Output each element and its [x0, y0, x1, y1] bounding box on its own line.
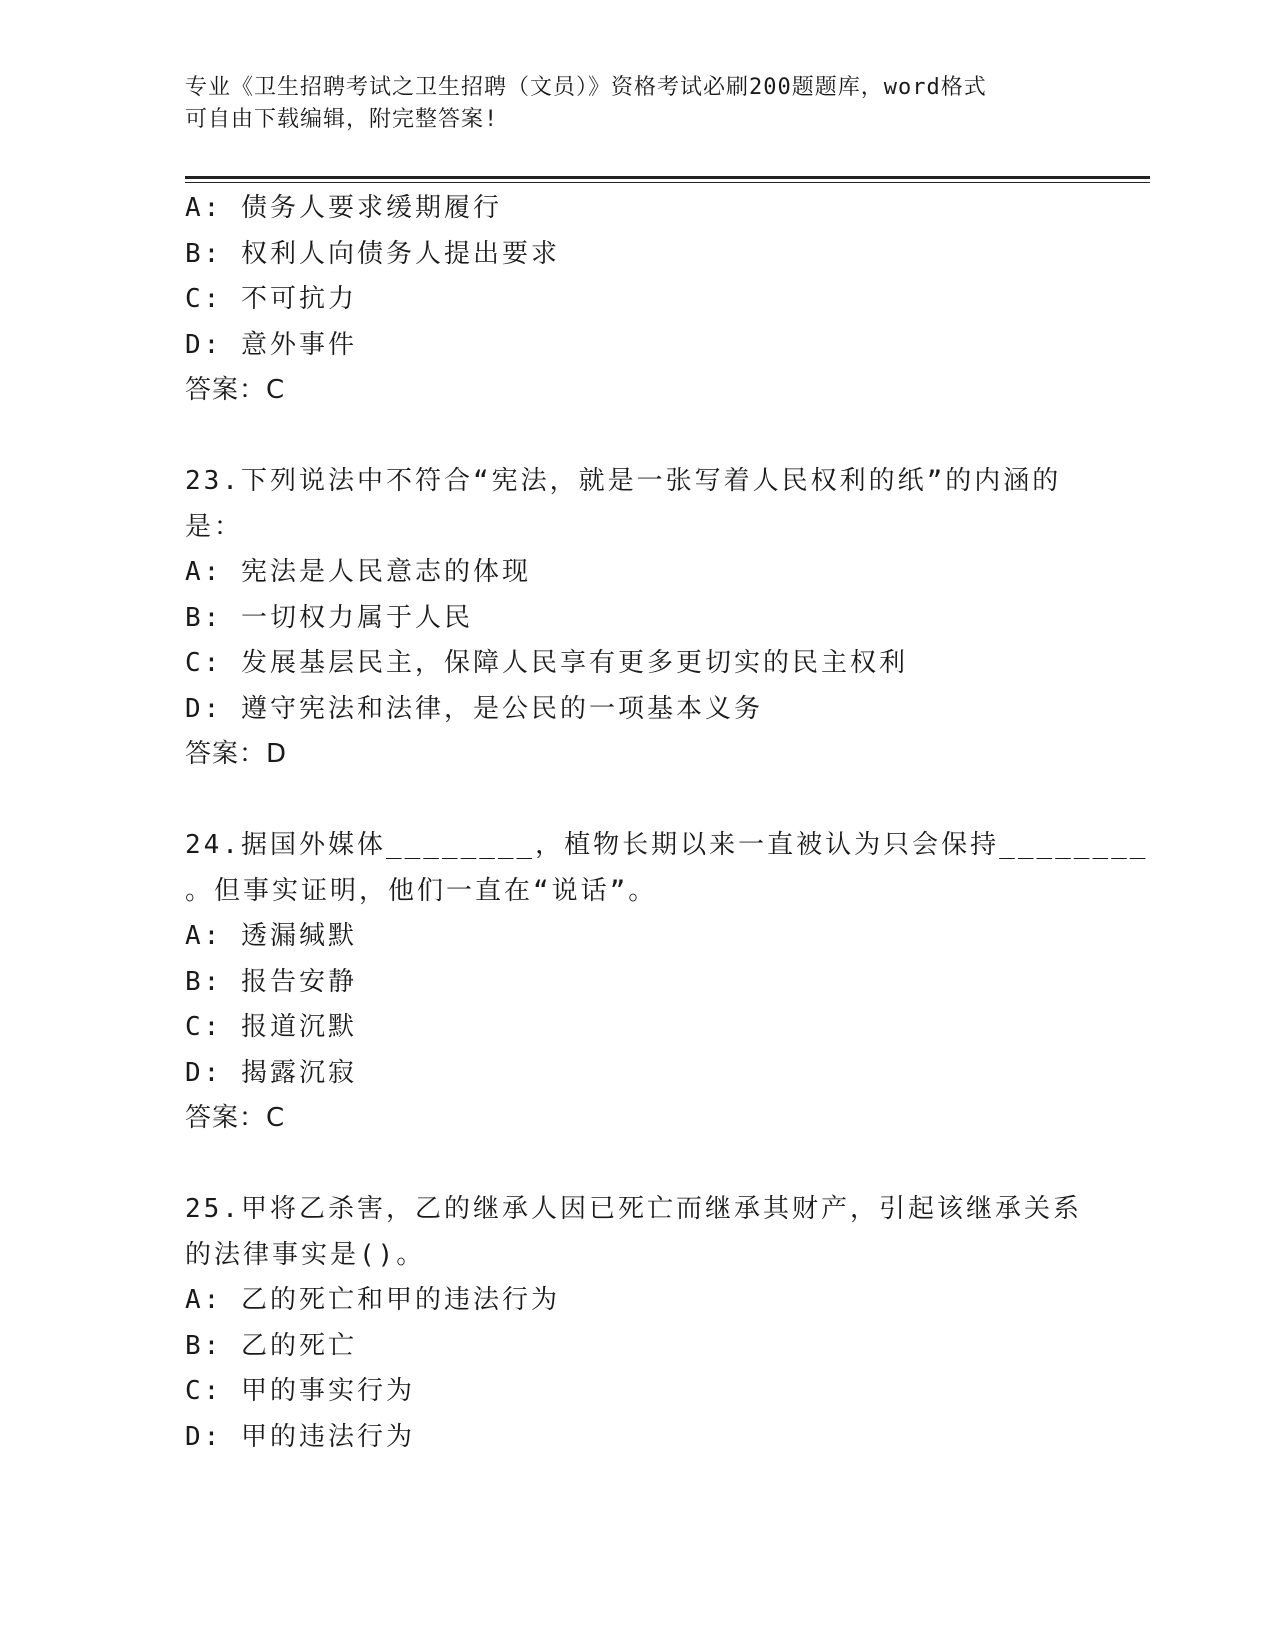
spacer	[185, 414, 1085, 460]
question-23	[185, 459, 1085, 778]
question-stem	[185, 1187, 1085, 1278]
question-stem-line-1: 24.据国外媒体________，植物长期以来一直被认为只会保持________	[185, 830, 1149, 860]
option-c: C: 发展基层民主，保障人民享有更多更切实的民主权利	[185, 648, 908, 678]
question-stem-line-2: 是：	[185, 511, 244, 542]
question-25	[185, 1187, 1085, 1460]
option-d: D: 意外事件	[185, 329, 357, 360]
question-22-continued	[185, 186, 1085, 414]
header-rule-thin	[185, 182, 1150, 183]
spacer	[185, 778, 1085, 824]
option-d: D: 揭露沉寂	[185, 1057, 357, 1088]
document-header	[185, 72, 1065, 136]
option-d: D: 遵守宪法和法律，是公民的一项基本义务	[185, 693, 763, 724]
question-stem-line-2: 。但事实证明，他们一直在“说话”。	[185, 875, 658, 906]
question-stem-line-1: 25.甲将乙杀害，乙的继承人因已死亡而继承其财产，引起该继承关系	[185, 1194, 1082, 1224]
answer-line: 答案：D	[185, 739, 288, 769]
option-a: A: 透漏缄默	[185, 921, 357, 951]
answer-line: 答案：C	[185, 1103, 286, 1133]
option-b: B: 一切权力属于人民	[185, 602, 473, 633]
question-list	[185, 186, 1149, 1460]
header-rule-thick	[185, 176, 1150, 179]
option-b: B: 报告安静	[185, 966, 357, 997]
header-line-1: 专业《卫生招聘考试之卫生招聘（文员）》资格考试必刷200题题库，word格式	[185, 75, 987, 100]
question-stem-line-2: 的法律事实是()。	[185, 1239, 426, 1270]
option-b: B: 权利人向债务人提出要求	[185, 238, 560, 269]
option-c: C: 不可抗力	[185, 284, 357, 314]
question-stem	[185, 823, 1149, 914]
option-a: A: 乙的死亡和甲的违法行为	[185, 1285, 560, 1315]
option-d: D: 甲的违法行为	[185, 1421, 415, 1452]
spacer	[185, 1142, 1085, 1188]
option-a: A: 宪法是人民意志的体现	[185, 557, 531, 587]
header-line-2: 可自由下载编辑，附完整答案!	[185, 107, 499, 132]
option-c: C: 报道沉默	[185, 1012, 357, 1042]
option-b: B: 乙的死亡	[185, 1330, 357, 1361]
question-24	[185, 823, 1149, 1142]
answer-line: 答案：C	[185, 375, 286, 405]
option-a: A: 债务人要求缓期履行	[185, 193, 502, 223]
question-stem	[185, 459, 1085, 550]
option-c: C: 甲的事实行为	[185, 1376, 415, 1406]
question-stem-line-1: 23.下列说法中不符合“宪法，就是一张写着人民权利的纸”的内涵的	[185, 466, 1062, 496]
